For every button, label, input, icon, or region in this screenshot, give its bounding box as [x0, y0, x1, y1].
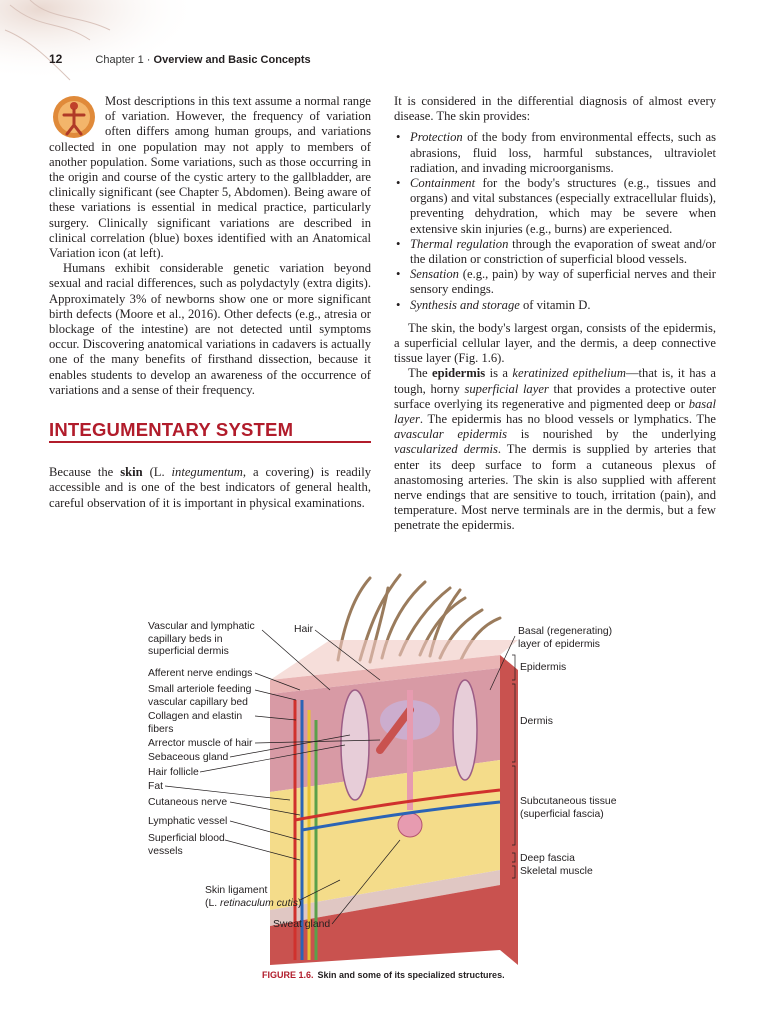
section-title: Overview and Basic Concepts	[153, 54, 311, 66]
label-basal-layer: Basal (regenerating) layer of epidermis	[518, 626, 613, 650]
term-integumentum: integumentum	[171, 465, 243, 480]
label-hair: Hair	[294, 624, 314, 635]
page-number: 12	[49, 52, 63, 66]
list-item: • Thermal regulation through the evaporation of sweat and/or the dilation or constriction of superficial blood vessels.	[394, 237, 716, 267]
running-head-separator: ·	[146, 54, 151, 66]
figure-caption	[262, 970, 505, 980]
label-skin-ligament: Skin ligament (L. retinaculum cutis)	[205, 885, 302, 909]
label-hair-follicle: Hair follicle	[148, 767, 199, 778]
label-fat: Fat	[148, 781, 164, 792]
paragraph-skin-provides: It is considered in the differential diagnosis of almost every disease. The skin provides:	[394, 94, 716, 124]
list-item: • Protection of the body from environmental effects, such as abrasions, fluid loss, harmful substances, ultraviolet radiation, and invading microorganisms.	[394, 130, 716, 176]
section-heading: INTEGUMENTARY SYSTEM	[49, 419, 294, 441]
label-arteriole: Small arteriole feeding vascular capillary bed	[148, 684, 252, 708]
figure-label: FIGURE 1.6.	[262, 970, 314, 980]
label-capillary-beds: Vascular and lymphatic capillary beds in superficial dermis	[148, 621, 255, 657]
label-epidermis: Epidermis	[520, 662, 567, 673]
figure-caption-text: Skin and some of its specialized structures.	[317, 970, 505, 980]
paragraph-largest-organ: The skin, the body's largest organ, consists of the epidermis, a superficial cellular layer, and the dermis, a deep connective tissue layer (Fig. 1.6).	[394, 320, 716, 366]
label-sebaceous: Sebaceous gland	[148, 752, 229, 763]
label-deep-fascia: Deep fascia	[520, 853, 575, 864]
label-superficial-blood: Superficial blood vessels	[148, 833, 225, 857]
chapter-label: Chapter 1	[95, 54, 144, 66]
label-cutaneous-nerve: Cutaneous nerve	[148, 797, 228, 808]
label-sweat-gland: Sweat gland	[273, 919, 331, 930]
label-skeletal-muscle: Skeletal muscle	[520, 866, 593, 877]
paragraph-epidermis: The epidermis is a keratinized epithelium—that is, it has a tough, horny superficial layer that provides a protective outer surface overlying its regenerative and pigmented deep or basal layer. The epidermis has no blood vessels or lymphatics. The avascular epidermis is nourished by the underlying vascularized dermis. The dermis is supplied by arteries that enter its deep surface to form a cutaneous plexus of anastomosing arteries. The skin is also supplied with afferent nerve endings that are sensitive to touch, irritation (pain), and temperature. Most nerve terminals are in the dermis, but a few penetrate the epidermis.	[394, 366, 717, 533]
label-collagen: Collagen and elastin fibers	[148, 711, 243, 735]
paragraph-variation: Most descriptions in this text assume a normal range of variation. However, the frequency of variation often differs among human groups, and variations collected in one population may not apply to members of another population. Some variations, such as those occurring in the origin and course of the cystic artery to the gallbladder, are clinically significant (see Chapter 5, Abdomen). Being aware of these variations is essential in medical practice, particularly surgery. Clinically significant variations are described in clinical correlation (blue) boxes identified with an Anatomical Variation icon (at left).	[49, 94, 371, 261]
label-afferent-nerve: Afferent nerve endings	[148, 668, 253, 679]
list-item: • Synthesis and storage of vitamin D.	[394, 298, 716, 313]
list-item: • Sensation (e.g., pain) by way of superficial nerves and their sensory endings.	[394, 267, 716, 297]
label-subcutaneous: Subcutaneous tissue (superficial fascia)	[520, 796, 617, 820]
paragraph-genetic-variation: Humans exhibit considerable genetic variation beyond sexual and racial differences, such as polydactyly (extra digits). Approximately 3% of newborns show one or more significant birth defects (Moore et al., 2016). Other defects (e.g., atresia or blockage of the intestine) are not detected until symptoms occur. Discovering anatomical variations in cadavers is actually one of the many benefits of firsthand dissection, because it enables students to develop an awareness of the occurrence of variations and a sense of their frequency.	[49, 261, 371, 397]
label-lymphatic: Lymphatic vessel	[148, 816, 228, 827]
list-item: • Containment for the body's structures (e.g., tissues and organs) and vital substances (especially extracellular fluids), preventing dehydration, which may be severe when extensive skin injuries (e.g., burns) are experienced.	[394, 176, 716, 237]
label-dermis: Dermis	[520, 716, 553, 727]
label-arrector-muscle: Arrector muscle of hair	[148, 738, 253, 749]
term-skin: skin	[120, 465, 143, 480]
paragraph-skin-intro: Because the skin (L. integumentum, a covering) is readily accessible and is one of the best indicators of general health, careful observation of it is important in physical examinations.	[49, 465, 371, 510]
